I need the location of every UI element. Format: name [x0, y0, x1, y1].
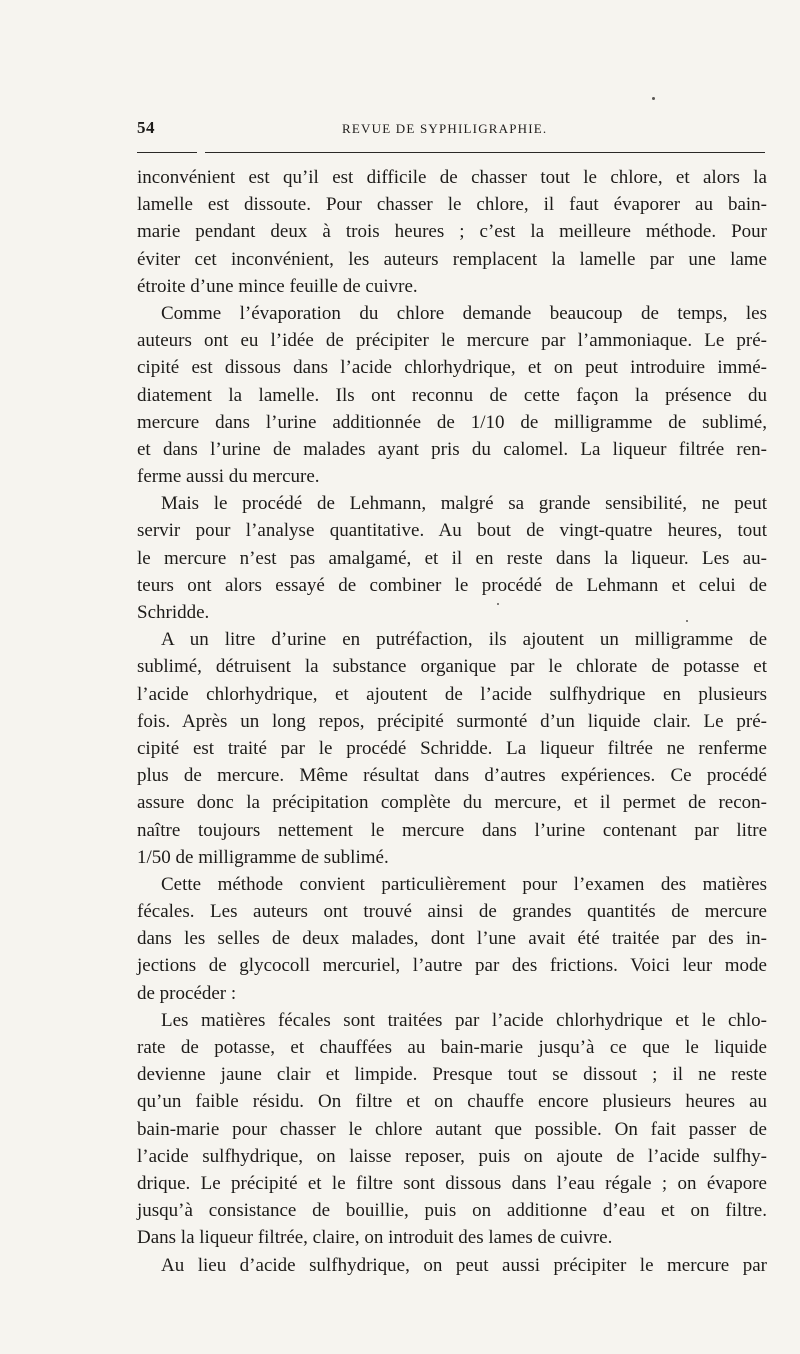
text-line: lamelle est dissoute. Pour chasser le chlore, il faut évaporer au bain- [137, 194, 767, 216]
running-title: REVUE DE SYPHILIGRAPHIE. [342, 121, 548, 136]
text-line: Au lieu d’acide sulfhydrique, on peut aussi précipiter le mercure par [161, 1254, 767, 1276]
text-line: drique. Le précipité et le filtre sont dissous dans l’eau régale ; on évapore [137, 1172, 767, 1194]
text-line: le mercure n’est pas amalgamé, et il en reste dans la liqueur. Les au- [137, 547, 767, 569]
text-line: diatement la lamelle. Ils ont reconnu de cette façon la présence du [137, 384, 767, 406]
text-line: ferme aussi du mercure. [137, 466, 320, 488]
text-line: Dans la liqueur filtrée, claire, on introduit des lames de cuivre. [137, 1227, 613, 1249]
text-line: sublimé, détruisent la substance organique par le chlorate de potasse et [137, 656, 767, 678]
text-line: teurs ont alors essayé de combiner le procédé de Lehmann et celui de [137, 574, 767, 596]
text-line: l’acide chlorhydrique, et ajoutent de l’acide sulfhydrique en plusieurs [137, 683, 767, 705]
header-rule-right [205, 152, 765, 153]
text-line: servir pour l’analyse quantitative. Au bout de vingt-quatre heures, tout [137, 520, 767, 542]
text-line: et dans l’urine de malades ayant pris du calomel. La liqueur filtrée ren- [137, 438, 767, 460]
text-line: Mais le procédé de Lehmann, malgré sa grande sensibilité, ne peut [161, 493, 767, 515]
text-line: bain-marie pour chasser le chlore autant que possible. On fait passer de [137, 1118, 767, 1140]
text-line: étroite d’une mince feuille de cuivre. [137, 275, 418, 297]
text-line: qu’un faible résidu. On filtre et on chauffe encore plusieurs heures au [137, 1091, 767, 1113]
text-line: jections de glycocoll mercuriel, l’autre par des frictions. Voici leur mode [137, 955, 767, 977]
body-text [137, 164, 767, 1279]
text-line: marie pendant deux à trois heures ; c’est la meilleure méthode. Pour [137, 221, 767, 243]
text-line: fécales. Les auteurs ont trouvé ainsi de grandes quantités de mercure [137, 901, 767, 923]
text-line: mercure dans l’urine additionnée de 1/10 de milligramme de sublimé, [137, 411, 767, 433]
text-line: assure donc la précipitation complète du mercure, et il permet de recon- [137, 792, 767, 814]
page-number: 54 [137, 118, 155, 137]
text-line: rate de potasse, et chauffées au bain-marie jusqu’à ce que le liquide [137, 1037, 767, 1058]
text-line: dans les selles de deux malades, dont l’une avait été traitée par des in- [137, 928, 767, 950]
text-line: plus de mercure. Même résultat dans d’autres expériences. Ce procédé [137, 765, 767, 787]
paper-speck [652, 97, 655, 100]
text-line: auteurs ont eu l’idée de précipiter le mercure par l’ammoniaque. Le pré- [137, 330, 767, 352]
page-header [137, 112, 767, 142]
text-line: Schridde. [137, 602, 210, 623]
text-line: éviter cet inconvénient, les auteurs remplacent la lamelle par une lame [137, 248, 767, 270]
text-line: inconvénient est qu’il est difficile de chasser tout le chlore, et alors la [137, 167, 767, 188]
text-line: l’acide sulfhydrique, on laisse reposer, puis on ajoute de l’acide sulfhy- [137, 1145, 767, 1167]
text-line: Les matières fécales sont traitées par l’acide chlorhydrique et le chlo- [161, 1009, 767, 1031]
text-line: cipité est traité par le procédé Schridde. La liqueur filtrée ne renferme [137, 737, 767, 759]
text-line: de procéder : [137, 982, 237, 1004]
text-line: fois. Après un long repos, précipité surmonté d’un liquide clair. Le pré- [137, 710, 767, 732]
text-line: A un litre d’urine en putréfaction, ils ajoutent un milligramme de [161, 629, 767, 651]
text-line: Cette méthode convient particulièrement pour l’examen des matières [161, 873, 767, 895]
text-line: naître toujours nettement le mercure dans l’urine contenant par litre [137, 819, 767, 841]
text-line: Comme l’évaporation du chlore demande beaucoup de temps, les [161, 302, 767, 324]
text-line: devienne jaune clair et limpide. Presque tout se dissout ; il ne reste [137, 1064, 767, 1086]
text-line: 1/50 de milligramme de sublimé. [137, 846, 389, 868]
text-line: cipité est dissous dans l’acide chlorhydrique, et on peut introduire immé- [137, 357, 767, 379]
header-rule-left [137, 152, 197, 153]
text-line: jusqu’à consistance de bouillie, puis on additionne d’eau et on filtre. [137, 1200, 767, 1222]
